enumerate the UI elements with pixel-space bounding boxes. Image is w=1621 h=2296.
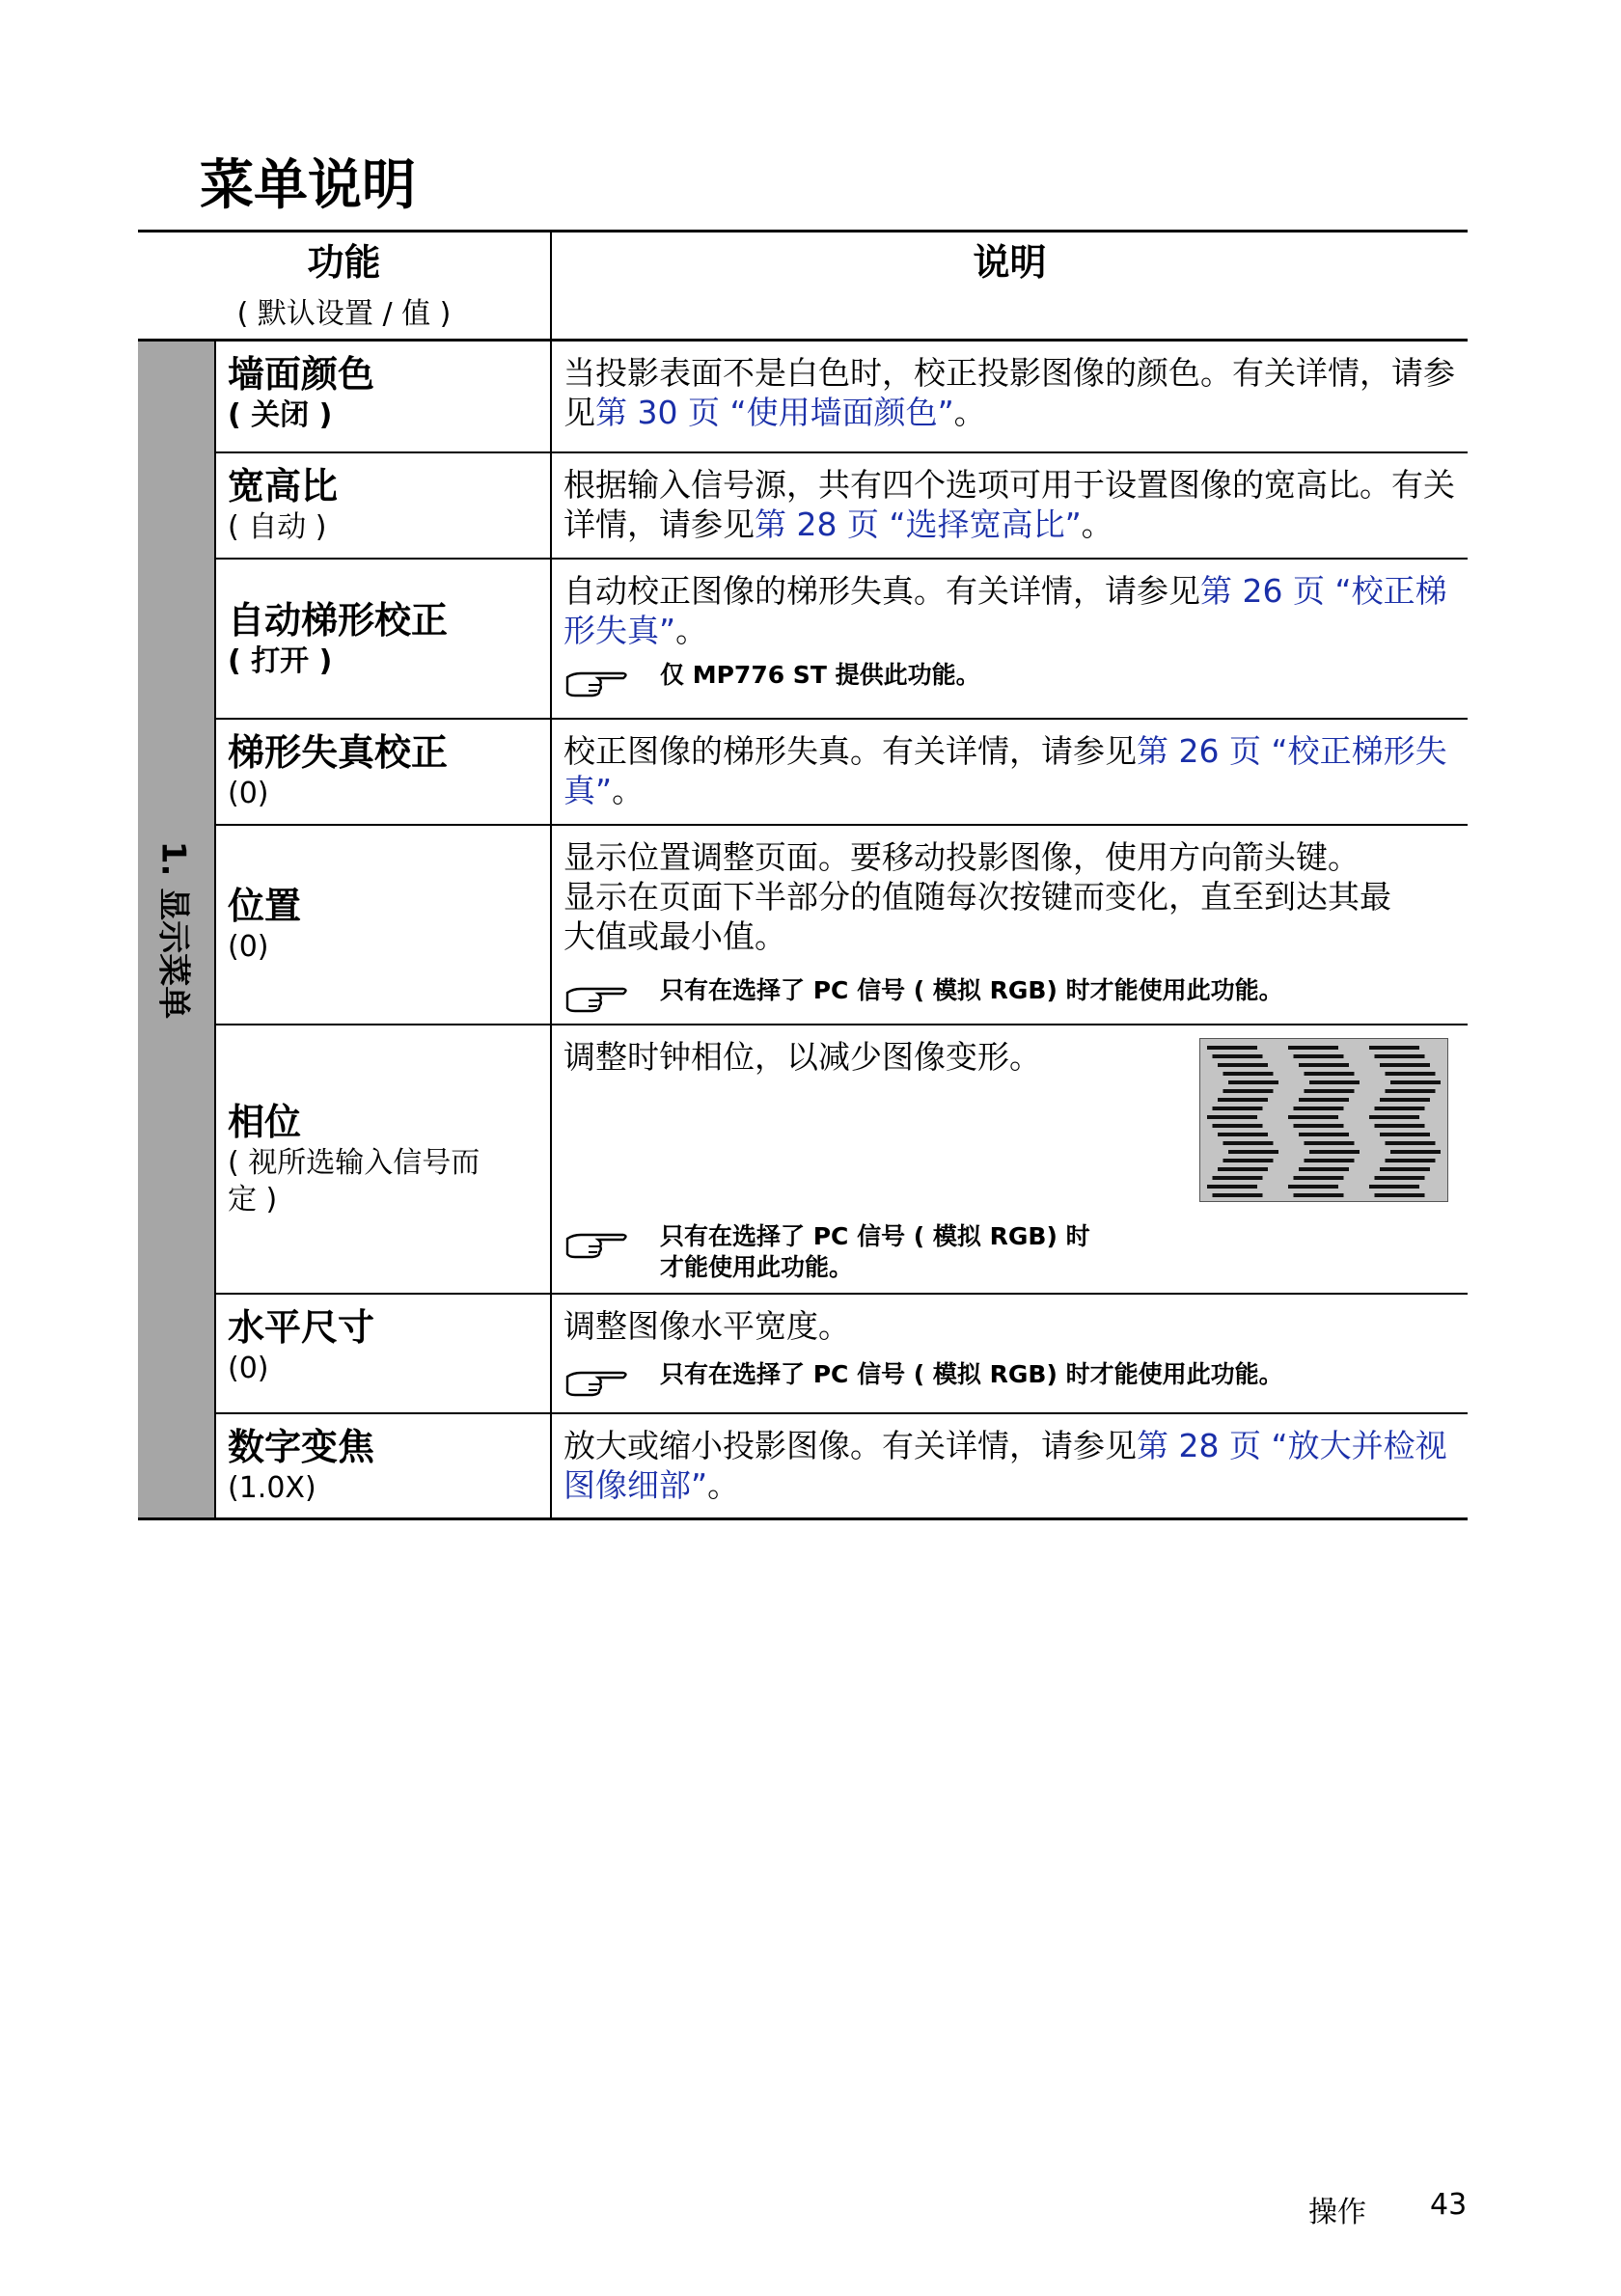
table-row [138,452,1468,559]
function-name: 梯形失真校正 [228,730,449,774]
function-value: ( 打开 ) [228,643,333,678]
description-text: 自动校正图像的梯形失真。有关详情，请参见 [563,571,1201,610]
section-band [138,341,215,1519]
description-text: 校正图像的梯形失真。有关详情，请参见 [563,731,1138,770]
description-text: 放大或缩小投影图像。有关详情，请参见 [563,1426,1138,1464]
section-label: 1. 显示菜单 [153,840,193,1019]
function-name: 水平尺寸 [228,1305,375,1349]
cross-reference-link[interactable]: 第 28 页 “放大并检视图像细部” [563,1426,1447,1504]
table-row [138,1025,1468,1294]
description-end: 。 [1081,505,1113,543]
description-text: 调整时钟相位，以减少图像变形。 [563,1037,1042,1076]
phase-pattern-image [1199,1038,1448,1202]
note [563,1359,1456,1398]
function-value: ( 自动 ) [228,509,327,544]
function-value: ( 关闭 ) [228,398,333,432]
description-text: 根据输入信号源，共有四个选项可用于设置图像的宽高比。有关详情，请参见 [563,465,1456,543]
header-function-sub: ( 默认设置 / 值 ) [236,297,452,331]
description-cell [551,341,1468,452]
header-function [138,232,551,341]
function-value: (1.0X) [228,1470,316,1505]
table-header [138,232,1468,341]
function-name: 墙面颜色 [228,353,375,396]
description-cell [551,452,1468,559]
table-row [138,1294,1468,1413]
table-row [138,719,1468,825]
function-name: 宽高比 [228,464,339,507]
table-row [138,559,1468,719]
pointing-hand-icon [563,1225,631,1260]
description-end: 。 [953,394,986,431]
function-value: (0) [228,930,269,964]
description-text: 当投影表面不是白色时，校正投影图像的颜色。有关详情，请参见 [563,354,1456,431]
function-cell [215,1025,551,1294]
page-number: 43 [1430,2188,1468,2222]
function-cell [215,559,551,719]
note-text: 只有在选择了 PC 信号 ( 模拟 RGB) 时才能使用此功能。 [660,1221,1090,1281]
pointing-hand-icon [563,664,631,698]
cross-reference-link[interactable]: 第 26 页 “校正梯形失真” [563,731,1447,809]
function-value: (0) [228,1351,269,1385]
table-row [138,341,1468,452]
description-cell [551,559,1468,719]
description-cell [551,1294,1468,1413]
table-row [138,1413,1468,1519]
description-end: 。 [612,771,645,809]
description-end: 。 [675,611,708,649]
footer-section-label: 操作 [1308,2196,1366,2229]
note-text: 仅 MP776 ST 提供此功能。 [660,660,980,689]
description-text: 显示在页面下半部分的值随每次按键而变化，直至到达其最大值或最小值。 [563,877,1392,955]
function-cell [215,1294,551,1413]
cross-reference-link[interactable]: 第 26 页 “校正梯形失真” [563,571,1447,649]
description-cell [551,1413,1468,1519]
function-name: 位置 [228,885,302,927]
pointing-hand-icon [563,979,631,1014]
description-text: 调整图像水平宽度。 [563,1306,851,1345]
description-cell [551,1025,1468,1294]
description-cell [551,825,1468,1025]
function-cell [215,452,551,559]
note [563,1221,1104,1283]
note-text: 只有在选择了 PC 信号 ( 模拟 RGB) 时才能使用此功能。 [660,975,1283,1004]
table-row [138,825,1468,1025]
header-description: 说明 [973,241,1047,284]
description-text: 显示位置调整页面。要移动投影图像，使用方向箭头键。 [563,837,1360,876]
description-cell [551,719,1468,825]
note [563,975,1456,1014]
cross-reference-link[interactable]: 第 28 页 “选择宽高比” [755,505,1082,543]
function-value: (0) [228,776,269,810]
function-cell [215,719,551,825]
function-cell [215,341,551,452]
function-name: 数字变焦 [228,1425,375,1468]
note-text: 只有在选择了 PC 信号 ( 模拟 RGB) 时才能使用此功能。 [660,1359,1283,1388]
cross-reference-link[interactable]: 第 30 页 “使用墙面颜色” [595,394,954,431]
description-end: 。 [707,1465,740,1504]
header-function-label: 功能 [307,241,381,284]
function-name: 自动梯形校正 [228,598,449,642]
function-cell [215,825,551,1025]
pointing-hand-icon [563,1363,631,1398]
menu-table [138,230,1468,1520]
function-name: 相位 [228,1101,302,1143]
function-cell [215,1413,551,1519]
function-value: ( 视所选输入信号而定 ) [228,1146,481,1216]
note [563,660,1456,698]
page-title: 菜单说明 [200,154,416,217]
